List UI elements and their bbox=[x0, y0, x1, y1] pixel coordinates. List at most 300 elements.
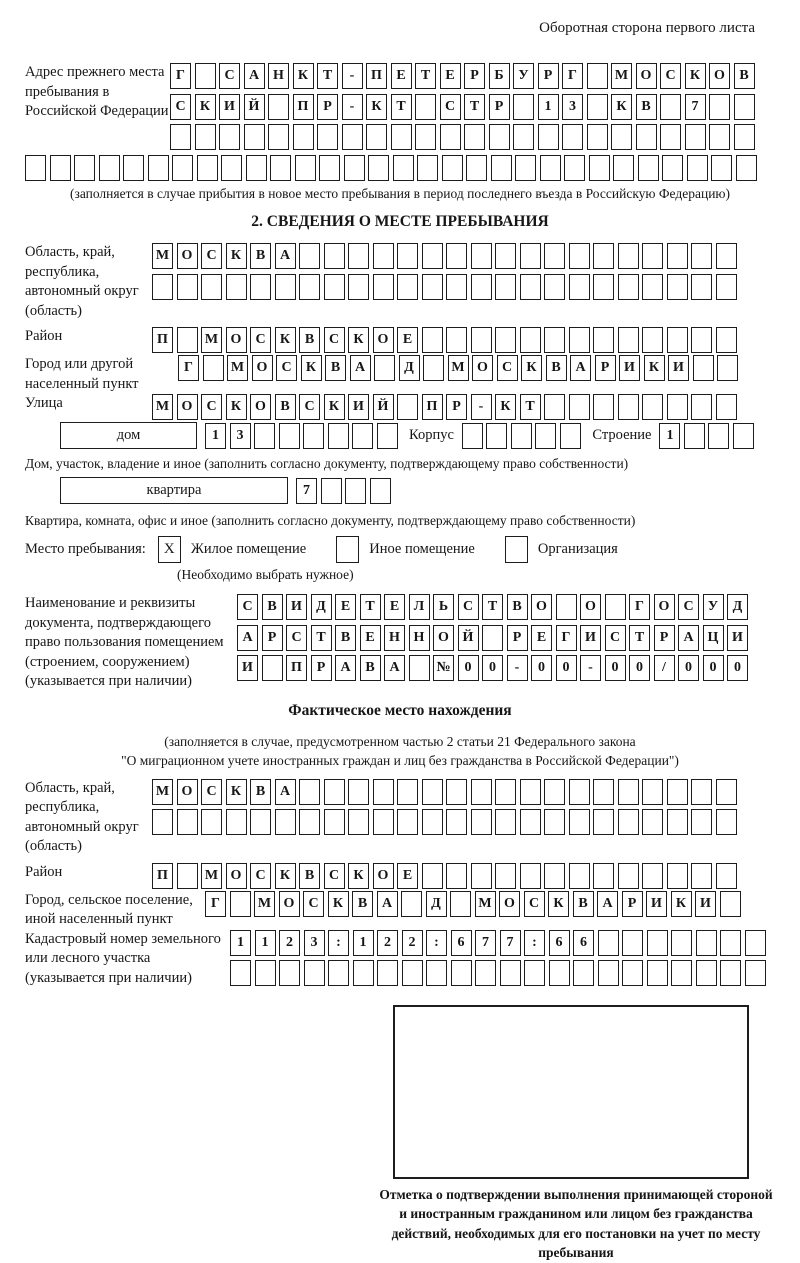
char-cell bbox=[573, 960, 594, 986]
char-cell bbox=[246, 155, 267, 181]
char-cell bbox=[230, 891, 251, 917]
char-cell: И bbox=[668, 355, 689, 381]
char-cell bbox=[593, 243, 614, 269]
char-cell bbox=[544, 274, 565, 300]
char-cell bbox=[409, 655, 430, 681]
char-cell: П bbox=[152, 863, 173, 889]
document-row-3 bbox=[237, 655, 752, 681]
char-cell: Й bbox=[373, 394, 394, 420]
char-cell: М bbox=[254, 891, 275, 917]
char-cell: О bbox=[250, 394, 271, 420]
char-cell bbox=[462, 423, 483, 449]
char-cell bbox=[324, 779, 345, 805]
char-cell bbox=[642, 863, 663, 889]
char-cell bbox=[515, 155, 536, 181]
char-cell: П bbox=[366, 63, 387, 89]
char-cell bbox=[716, 394, 737, 420]
char-cell: О bbox=[499, 891, 520, 917]
stay-region-grid bbox=[152, 243, 740, 304]
char-cell bbox=[598, 930, 619, 956]
char-cell: К bbox=[671, 891, 692, 917]
char-cell: К bbox=[195, 94, 216, 120]
char-cell: А bbox=[570, 355, 591, 381]
document-row-1 bbox=[237, 594, 752, 620]
char-cell: И bbox=[237, 655, 258, 681]
checkbox-inoe bbox=[336, 536, 359, 563]
confirmation-mark-caption: Отметка о подтверждении выполнения принимающей стороной и иностранным гражданином или лицом без гражданства действий, необходимых для его постановки на учет по месту пребывания bbox=[379, 1186, 773, 1260]
char-cell bbox=[303, 423, 324, 449]
char-cell: О bbox=[177, 243, 198, 269]
house-caption: Дом, участок, владение и иное (заполнить согласно документу, подтверждающему право собственности) bbox=[25, 456, 629, 471]
char-cell bbox=[513, 124, 534, 150]
char-cell: К bbox=[328, 891, 349, 917]
char-cell bbox=[667, 243, 688, 269]
char-cell bbox=[201, 809, 222, 835]
apartment-number-row bbox=[296, 478, 394, 504]
prev-address-caption: (заполняется в случае прибытия в новое место пребывания в период последнего въезда в Российскую Федерацию) bbox=[69, 186, 731, 201]
char-cell: 0 bbox=[678, 655, 699, 681]
stay-street-block bbox=[25, 394, 775, 422]
char-cell bbox=[348, 243, 369, 269]
actual-region-block bbox=[25, 779, 775, 857]
char-cell bbox=[197, 155, 218, 181]
char-cell: Е bbox=[391, 63, 412, 89]
char-cell: С bbox=[303, 891, 324, 917]
char-cell: : bbox=[328, 930, 349, 956]
char-cell bbox=[618, 863, 639, 889]
char-cell: Е bbox=[397, 327, 418, 353]
char-cell bbox=[391, 124, 412, 150]
char-cell bbox=[345, 478, 366, 504]
char-cell: Л bbox=[409, 594, 430, 620]
char-cell: О bbox=[654, 594, 675, 620]
char-cell: С bbox=[324, 327, 345, 353]
document-label: Наименование и реквизиты документа, подтверждающего право пользования помещением (строением, сооружением) (указывается при наличии) bbox=[25, 595, 224, 689]
char-cell bbox=[489, 124, 510, 150]
char-cell bbox=[321, 478, 342, 504]
char-cell: 1 bbox=[230, 930, 251, 956]
char-cell: И bbox=[727, 625, 748, 651]
char-cell: П bbox=[286, 655, 307, 681]
stay-region-row-2 bbox=[152, 274, 740, 300]
char-cell: И bbox=[646, 891, 667, 917]
char-cell bbox=[422, 863, 443, 889]
char-cell: 0 bbox=[629, 655, 650, 681]
char-cell bbox=[368, 155, 389, 181]
char-cell: С bbox=[605, 625, 626, 651]
char-cell: А bbox=[350, 355, 371, 381]
char-cell bbox=[317, 124, 338, 150]
char-cell bbox=[417, 155, 438, 181]
char-cell bbox=[177, 863, 198, 889]
char-cell: С bbox=[250, 863, 271, 889]
char-cell: М bbox=[227, 355, 248, 381]
char-cell: 7 bbox=[475, 930, 496, 956]
char-cell bbox=[177, 274, 198, 300]
confirmation-mark-box bbox=[393, 1005, 749, 1179]
char-cell: М bbox=[611, 63, 632, 89]
char-cell bbox=[401, 891, 422, 917]
char-cell bbox=[446, 274, 467, 300]
stay-district-row bbox=[152, 327, 740, 353]
char-cell: С bbox=[276, 355, 297, 381]
char-cell bbox=[691, 779, 712, 805]
char-cell bbox=[733, 423, 754, 449]
char-cell bbox=[511, 423, 532, 449]
char-cell bbox=[647, 930, 668, 956]
char-cell bbox=[642, 327, 663, 353]
char-cell bbox=[569, 274, 590, 300]
char-cell: / bbox=[654, 655, 675, 681]
char-cell: : bbox=[524, 930, 545, 956]
char-cell: П bbox=[152, 327, 173, 353]
char-cell: А bbox=[384, 655, 405, 681]
char-cell bbox=[451, 960, 472, 986]
char-cell: В bbox=[299, 863, 320, 889]
char-cell bbox=[671, 960, 692, 986]
char-cell: 7 bbox=[500, 930, 521, 956]
char-cell bbox=[569, 779, 590, 805]
char-cell bbox=[304, 960, 325, 986]
char-cell: У bbox=[703, 594, 724, 620]
char-cell: 1 bbox=[353, 930, 374, 956]
char-cell bbox=[593, 809, 614, 835]
char-cell bbox=[373, 809, 394, 835]
cadastral-label: Кадастровый номер земельного или лесного участка (указывается при наличии) bbox=[25, 930, 221, 986]
char-cell bbox=[244, 124, 265, 150]
char-cell bbox=[203, 355, 224, 381]
char-cell bbox=[226, 274, 247, 300]
char-cell bbox=[397, 809, 418, 835]
char-cell: Г bbox=[178, 355, 199, 381]
char-cell bbox=[605, 594, 626, 620]
char-cell bbox=[520, 809, 541, 835]
cadastral-grid bbox=[230, 930, 769, 991]
char-cell: 0 bbox=[531, 655, 552, 681]
char-cell bbox=[716, 863, 737, 889]
char-cell: 3 bbox=[304, 930, 325, 956]
char-cell bbox=[587, 124, 608, 150]
char-cell bbox=[642, 809, 663, 835]
prev-address-row-2 bbox=[170, 94, 758, 120]
korpus-label: Корпус bbox=[409, 427, 454, 443]
char-cell: 0 bbox=[703, 655, 724, 681]
char-cell: 3 bbox=[562, 94, 583, 120]
cadastral-row-1 bbox=[230, 930, 769, 956]
actual-location-title: Фактическое место нахождения bbox=[288, 701, 512, 719]
char-cell bbox=[709, 94, 730, 120]
char-cell bbox=[471, 327, 492, 353]
house-number-row bbox=[205, 423, 401, 449]
char-cell bbox=[642, 394, 663, 420]
document-row-2 bbox=[237, 625, 752, 651]
char-cell: Т bbox=[391, 94, 412, 120]
char-cell: 6 bbox=[549, 930, 570, 956]
char-cell bbox=[587, 94, 608, 120]
char-cell: 2 bbox=[402, 930, 423, 956]
char-cell bbox=[422, 243, 443, 269]
char-cell bbox=[667, 327, 688, 353]
char-cell: № bbox=[433, 655, 454, 681]
char-cell bbox=[720, 960, 741, 986]
char-cell bbox=[177, 809, 198, 835]
char-cell bbox=[342, 124, 363, 150]
char-cell bbox=[520, 274, 541, 300]
char-cell: С bbox=[660, 63, 681, 89]
char-cell: С bbox=[219, 63, 240, 89]
char-cell bbox=[328, 423, 349, 449]
char-cell bbox=[684, 423, 705, 449]
prev-address-row-3 bbox=[170, 124, 758, 150]
char-cell bbox=[642, 779, 663, 805]
char-cell: Р bbox=[464, 63, 485, 89]
char-cell: С bbox=[524, 891, 545, 917]
char-cell bbox=[123, 155, 144, 181]
char-cell: - bbox=[507, 655, 528, 681]
char-cell: О bbox=[226, 863, 247, 889]
prev-address-grid bbox=[170, 63, 758, 155]
char-cell bbox=[475, 960, 496, 986]
char-cell bbox=[152, 809, 173, 835]
stay-region-block bbox=[25, 243, 775, 321]
char-cell: С bbox=[286, 625, 307, 651]
char-cell bbox=[618, 243, 639, 269]
char-cell bbox=[293, 124, 314, 150]
char-cell bbox=[495, 327, 516, 353]
char-cell bbox=[569, 863, 590, 889]
char-cell bbox=[299, 243, 320, 269]
char-cell bbox=[618, 394, 639, 420]
char-cell: И bbox=[695, 891, 716, 917]
char-cell: 2 bbox=[377, 930, 398, 956]
char-cell bbox=[593, 394, 614, 420]
char-cell bbox=[377, 960, 398, 986]
char-cell bbox=[745, 930, 766, 956]
char-cell: С bbox=[170, 94, 191, 120]
char-cell bbox=[716, 779, 737, 805]
char-cell bbox=[538, 124, 559, 150]
char-cell bbox=[471, 809, 492, 835]
char-cell: 0 bbox=[458, 655, 479, 681]
house-row bbox=[25, 422, 775, 449]
char-cell bbox=[442, 155, 463, 181]
char-cell bbox=[446, 243, 467, 269]
char-cell bbox=[373, 243, 394, 269]
char-cell: А bbox=[335, 655, 356, 681]
stay-street-row bbox=[152, 394, 740, 420]
char-cell: Т bbox=[311, 625, 332, 651]
char-cell bbox=[593, 779, 614, 805]
document-block bbox=[25, 594, 775, 692]
char-cell: П bbox=[422, 394, 443, 420]
char-cell: О bbox=[580, 594, 601, 620]
char-cell: 7 bbox=[296, 478, 317, 504]
char-cell: Р bbox=[622, 891, 643, 917]
char-cell bbox=[720, 891, 741, 917]
char-cell: 6 bbox=[573, 930, 594, 956]
char-cell bbox=[348, 809, 369, 835]
char-cell bbox=[544, 243, 565, 269]
char-cell: К bbox=[226, 779, 247, 805]
char-cell bbox=[642, 274, 663, 300]
char-cell bbox=[397, 243, 418, 269]
char-cell: Н bbox=[268, 63, 289, 89]
char-cell: И bbox=[619, 355, 640, 381]
char-cell bbox=[402, 960, 423, 986]
char-cell bbox=[691, 243, 712, 269]
char-cell: Р bbox=[507, 625, 528, 651]
char-cell: В bbox=[507, 594, 528, 620]
char-cell bbox=[268, 94, 289, 120]
char-cell: К bbox=[521, 355, 542, 381]
char-cell bbox=[495, 243, 516, 269]
char-cell: М bbox=[448, 355, 469, 381]
stroenie-row bbox=[659, 423, 757, 449]
char-cell bbox=[618, 327, 639, 353]
char-cell bbox=[221, 155, 242, 181]
char-cell bbox=[255, 960, 276, 986]
char-cell bbox=[279, 960, 300, 986]
char-cell bbox=[535, 423, 556, 449]
cadastral-row-2 bbox=[230, 960, 769, 986]
char-cell: К bbox=[293, 63, 314, 89]
char-cell bbox=[524, 960, 545, 986]
char-cell: К bbox=[226, 243, 247, 269]
actual-city-row bbox=[205, 891, 744, 917]
char-cell: Г bbox=[562, 63, 583, 89]
char-cell: С bbox=[250, 327, 271, 353]
char-cell bbox=[370, 478, 391, 504]
char-cell: И bbox=[219, 94, 240, 120]
char-cell bbox=[440, 124, 461, 150]
char-cell: С bbox=[201, 243, 222, 269]
char-cell bbox=[638, 155, 659, 181]
char-cell: Н bbox=[409, 625, 430, 651]
char-cell bbox=[569, 327, 590, 353]
char-cell bbox=[99, 155, 120, 181]
char-cell: Т bbox=[629, 625, 650, 651]
char-cell: Р bbox=[262, 625, 283, 651]
actual-city-label: Город, сельское поселение, иной населенный пункт bbox=[25, 891, 193, 927]
char-cell: 0 bbox=[727, 655, 748, 681]
char-cell: М bbox=[152, 394, 173, 420]
char-cell bbox=[671, 930, 692, 956]
char-cell bbox=[734, 124, 755, 150]
char-cell: Т bbox=[317, 63, 338, 89]
char-cell bbox=[589, 155, 610, 181]
char-cell: К bbox=[548, 891, 569, 917]
char-cell: 7 bbox=[685, 94, 706, 120]
char-cell: Е bbox=[440, 63, 461, 89]
actual-district-block bbox=[25, 863, 775, 891]
actual-city-block bbox=[25, 891, 775, 930]
char-cell: Т bbox=[415, 63, 436, 89]
place-type-row bbox=[25, 536, 775, 563]
apartment-row bbox=[25, 477, 775, 504]
char-cell bbox=[393, 155, 414, 181]
char-cell bbox=[540, 155, 561, 181]
char-cell bbox=[324, 243, 345, 269]
char-cell: Е bbox=[384, 594, 405, 620]
char-cell bbox=[446, 327, 467, 353]
char-cell: Ь bbox=[433, 594, 454, 620]
char-cell: К bbox=[348, 863, 369, 889]
char-cell bbox=[74, 155, 95, 181]
char-cell bbox=[230, 960, 251, 986]
char-cell: Г bbox=[556, 625, 577, 651]
char-cell bbox=[415, 124, 436, 150]
char-cell bbox=[500, 960, 521, 986]
char-cell bbox=[593, 274, 614, 300]
char-cell bbox=[636, 124, 657, 150]
actual-region-row-2 bbox=[152, 809, 740, 835]
char-cell bbox=[471, 863, 492, 889]
char-cell bbox=[422, 779, 443, 805]
char-cell bbox=[560, 423, 581, 449]
char-cell bbox=[716, 809, 737, 835]
char-cell bbox=[693, 355, 714, 381]
char-cell bbox=[544, 809, 565, 835]
char-cell bbox=[736, 155, 757, 181]
actual-region-grid bbox=[152, 779, 740, 840]
actual-district-row bbox=[152, 863, 740, 889]
char-cell bbox=[691, 327, 712, 353]
char-cell: Р bbox=[317, 94, 338, 120]
char-cell bbox=[152, 274, 173, 300]
char-cell bbox=[352, 423, 373, 449]
char-cell: В bbox=[250, 779, 271, 805]
char-cell: О bbox=[177, 779, 198, 805]
char-cell: В bbox=[352, 891, 373, 917]
char-cell: М bbox=[201, 863, 222, 889]
char-cell bbox=[660, 124, 681, 150]
char-cell: А bbox=[377, 891, 398, 917]
char-cell: О bbox=[177, 394, 198, 420]
char-cell bbox=[377, 423, 398, 449]
char-cell bbox=[556, 594, 577, 620]
char-cell: - bbox=[342, 94, 363, 120]
char-cell bbox=[520, 243, 541, 269]
actual-district-label: Район bbox=[25, 863, 63, 880]
char-cell bbox=[691, 809, 712, 835]
char-cell: О bbox=[709, 63, 730, 89]
char-cell: А bbox=[678, 625, 699, 651]
char-cell bbox=[172, 155, 193, 181]
char-cell: О bbox=[433, 625, 454, 651]
char-cell bbox=[618, 779, 639, 805]
char-cell bbox=[50, 155, 71, 181]
char-cell bbox=[226, 809, 247, 835]
house-type-box: дом bbox=[60, 422, 197, 449]
char-cell bbox=[667, 809, 688, 835]
char-cell bbox=[564, 155, 585, 181]
char-cell bbox=[279, 423, 300, 449]
char-cell: Р bbox=[489, 94, 510, 120]
char-cell: С bbox=[458, 594, 479, 620]
actual-region-label: Область, край, республика, автономный округ (область) bbox=[25, 779, 139, 854]
char-cell: Е bbox=[335, 594, 356, 620]
char-cell: А bbox=[244, 63, 265, 89]
char-cell bbox=[464, 124, 485, 150]
char-cell: - bbox=[342, 63, 363, 89]
char-cell: В bbox=[275, 394, 296, 420]
char-cell bbox=[647, 960, 668, 986]
char-cell bbox=[598, 960, 619, 986]
char-cell: О bbox=[636, 63, 657, 89]
char-cell bbox=[415, 94, 436, 120]
char-cell bbox=[622, 930, 643, 956]
char-cell bbox=[446, 863, 467, 889]
